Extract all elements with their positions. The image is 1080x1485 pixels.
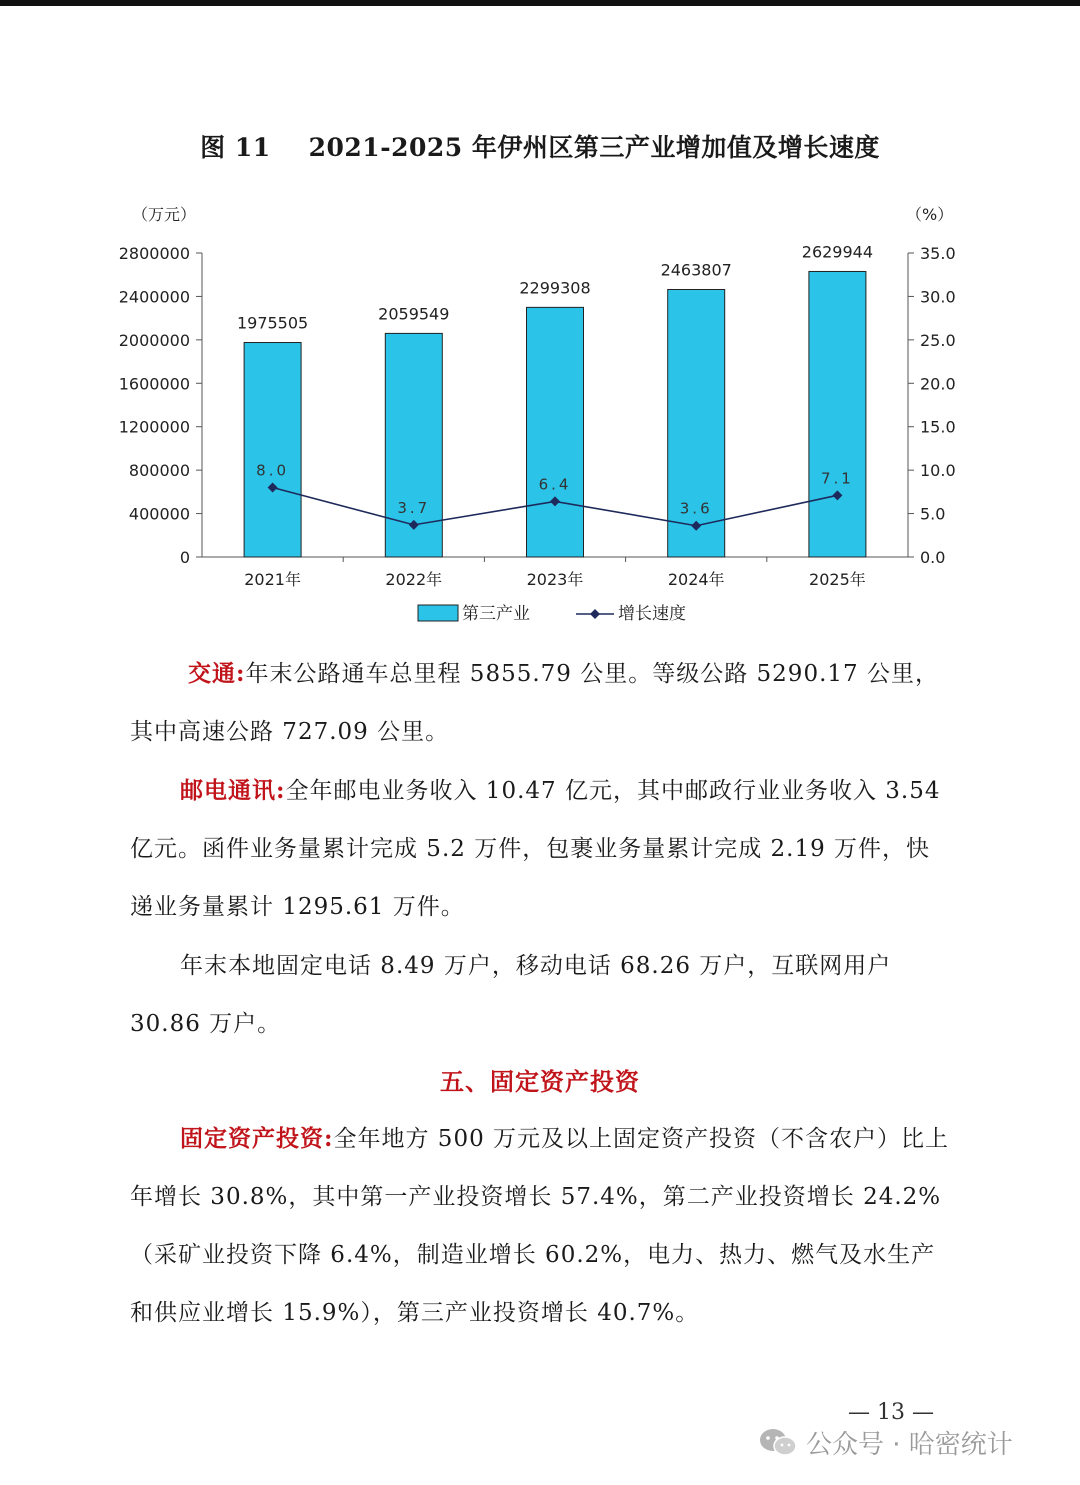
bar-value-label: 2629944 — [801, 242, 874, 262]
bar — [527, 307, 584, 557]
chart — [0, 190, 1080, 640]
y-tick-label-left: 2800000 — [118, 244, 190, 263]
y-tick-label-right: 30.0 — [920, 287, 956, 307]
y-tick-label-left: 2000000 — [118, 330, 190, 350]
growth-value-label: 7.1 — [820, 469, 854, 488]
figure-title — [0, 128, 1080, 164]
y-tick-label-left: 1600000 — [118, 374, 190, 394]
y-axis-unit-right: （%） — [906, 205, 954, 224]
paragraph-investment — [130, 1110, 952, 1342]
y-tick-label-left: 1200000 — [118, 417, 190, 437]
y-tick-label-right: 5.0 — [920, 504, 946, 524]
bar — [244, 343, 301, 557]
y-tick-label-right: 35.0 — [920, 244, 956, 263]
x-tick-label: 2021年 — [244, 570, 301, 589]
figure-title-text: 2021-2025 年伊州区第三产业增加值及增长速度 — [308, 133, 880, 162]
bar — [809, 271, 866, 557]
growth-value-label: 8.0 — [256, 461, 290, 480]
x-tick-label: 2025年 — [809, 570, 866, 589]
paragraph-lead: 交通: — [188, 660, 246, 687]
paragraph-text: 全年地方 500 万元及以上固定资产投资（不含农户）比上年增长 30.8%，其中第一产业投资增长 57.4%，第二产业投资增长 24.2%（采矿业投资下降 6.4%，制造业增长 60.2%，电力、热力、燃气及水生产和供应业增长 15.9%），第三产业投资增长 40.7%。 — [130, 1126, 950, 1326]
growth-value-label: 3.6 — [679, 499, 713, 518]
growth-value-label: 3.7 — [397, 498, 431, 517]
bar-value-label: 2299308 — [519, 278, 591, 298]
y-tick-label-right: 0.0 — [920, 548, 946, 567]
x-tick-label: 2022年 — [385, 570, 443, 589]
paragraph-text: 年末公路通车总里程 5855.79 公里。等级公路 5290.17 公里，其中高速公路 727.09 公里。 — [130, 661, 939, 745]
y-tick-label-right: 10.0 — [920, 461, 956, 481]
y-axis-unit-left: （万元） — [132, 205, 197, 224]
y-tick-label-right: 25.0 — [920, 330, 956, 350]
y-tick-label-left: 0 — [179, 548, 190, 567]
paragraph-lead: 邮电通讯: — [180, 777, 286, 804]
y-tick-label-left: 400000 — [128, 504, 190, 524]
bar-value-label: 1975505 — [236, 313, 309, 333]
section-title: 五、固定资产投资 — [440, 1067, 640, 1096]
legend-line-marker — [590, 609, 600, 619]
legend-bar-swatch — [418, 605, 458, 621]
paragraph-text: 年末本地固定电话 8.49 万户，移动电话 68.26 万户，互联网用户 30.86 万户。 — [130, 953, 892, 1037]
legend-bar-label: 第三产业 — [462, 604, 530, 624]
y-tick-label-right: 15.0 — [920, 417, 956, 437]
x-tick-label: 2023年 — [526, 570, 584, 589]
figure-number: 图 11 — [200, 133, 271, 162]
legend-line-label: 增长速度 — [618, 604, 686, 624]
paragraph-lead: 固定资产投资: — [180, 1125, 334, 1152]
y-tick-label-left: 800000 — [128, 461, 190, 481]
growth-value-label: 6.4 — [538, 475, 572, 494]
wechat-icon — [758, 1427, 798, 1457]
page-number: — 13 — — [848, 1400, 934, 1425]
paragraph-telecom — [130, 937, 952, 1053]
bar-value-label: 2463807 — [660, 260, 732, 280]
y-tick-label-left: 2400000 — [118, 287, 190, 307]
paragraph-transport — [130, 645, 952, 761]
x-tick-label: 2024年 — [667, 570, 725, 589]
paragraph-text: 全年邮电业务收入 10.47 亿元，其中邮政行业业务收入 3.54 亿元。函件业务量累计完成 5.2 万件，包裹业务量累计完成 2.19 万件，快递业务量累计 1295.61 万件。 — [130, 778, 941, 920]
watermark-text: 公众号 · 哈密统计 — [806, 1429, 1013, 1460]
watermark — [758, 1422, 1013, 1462]
paragraph-postal — [130, 762, 952, 936]
y-tick-label-right: 20.0 — [920, 374, 956, 394]
bar-value-label: 2059549 — [378, 304, 450, 324]
top-border — [0, 0, 1080, 6]
